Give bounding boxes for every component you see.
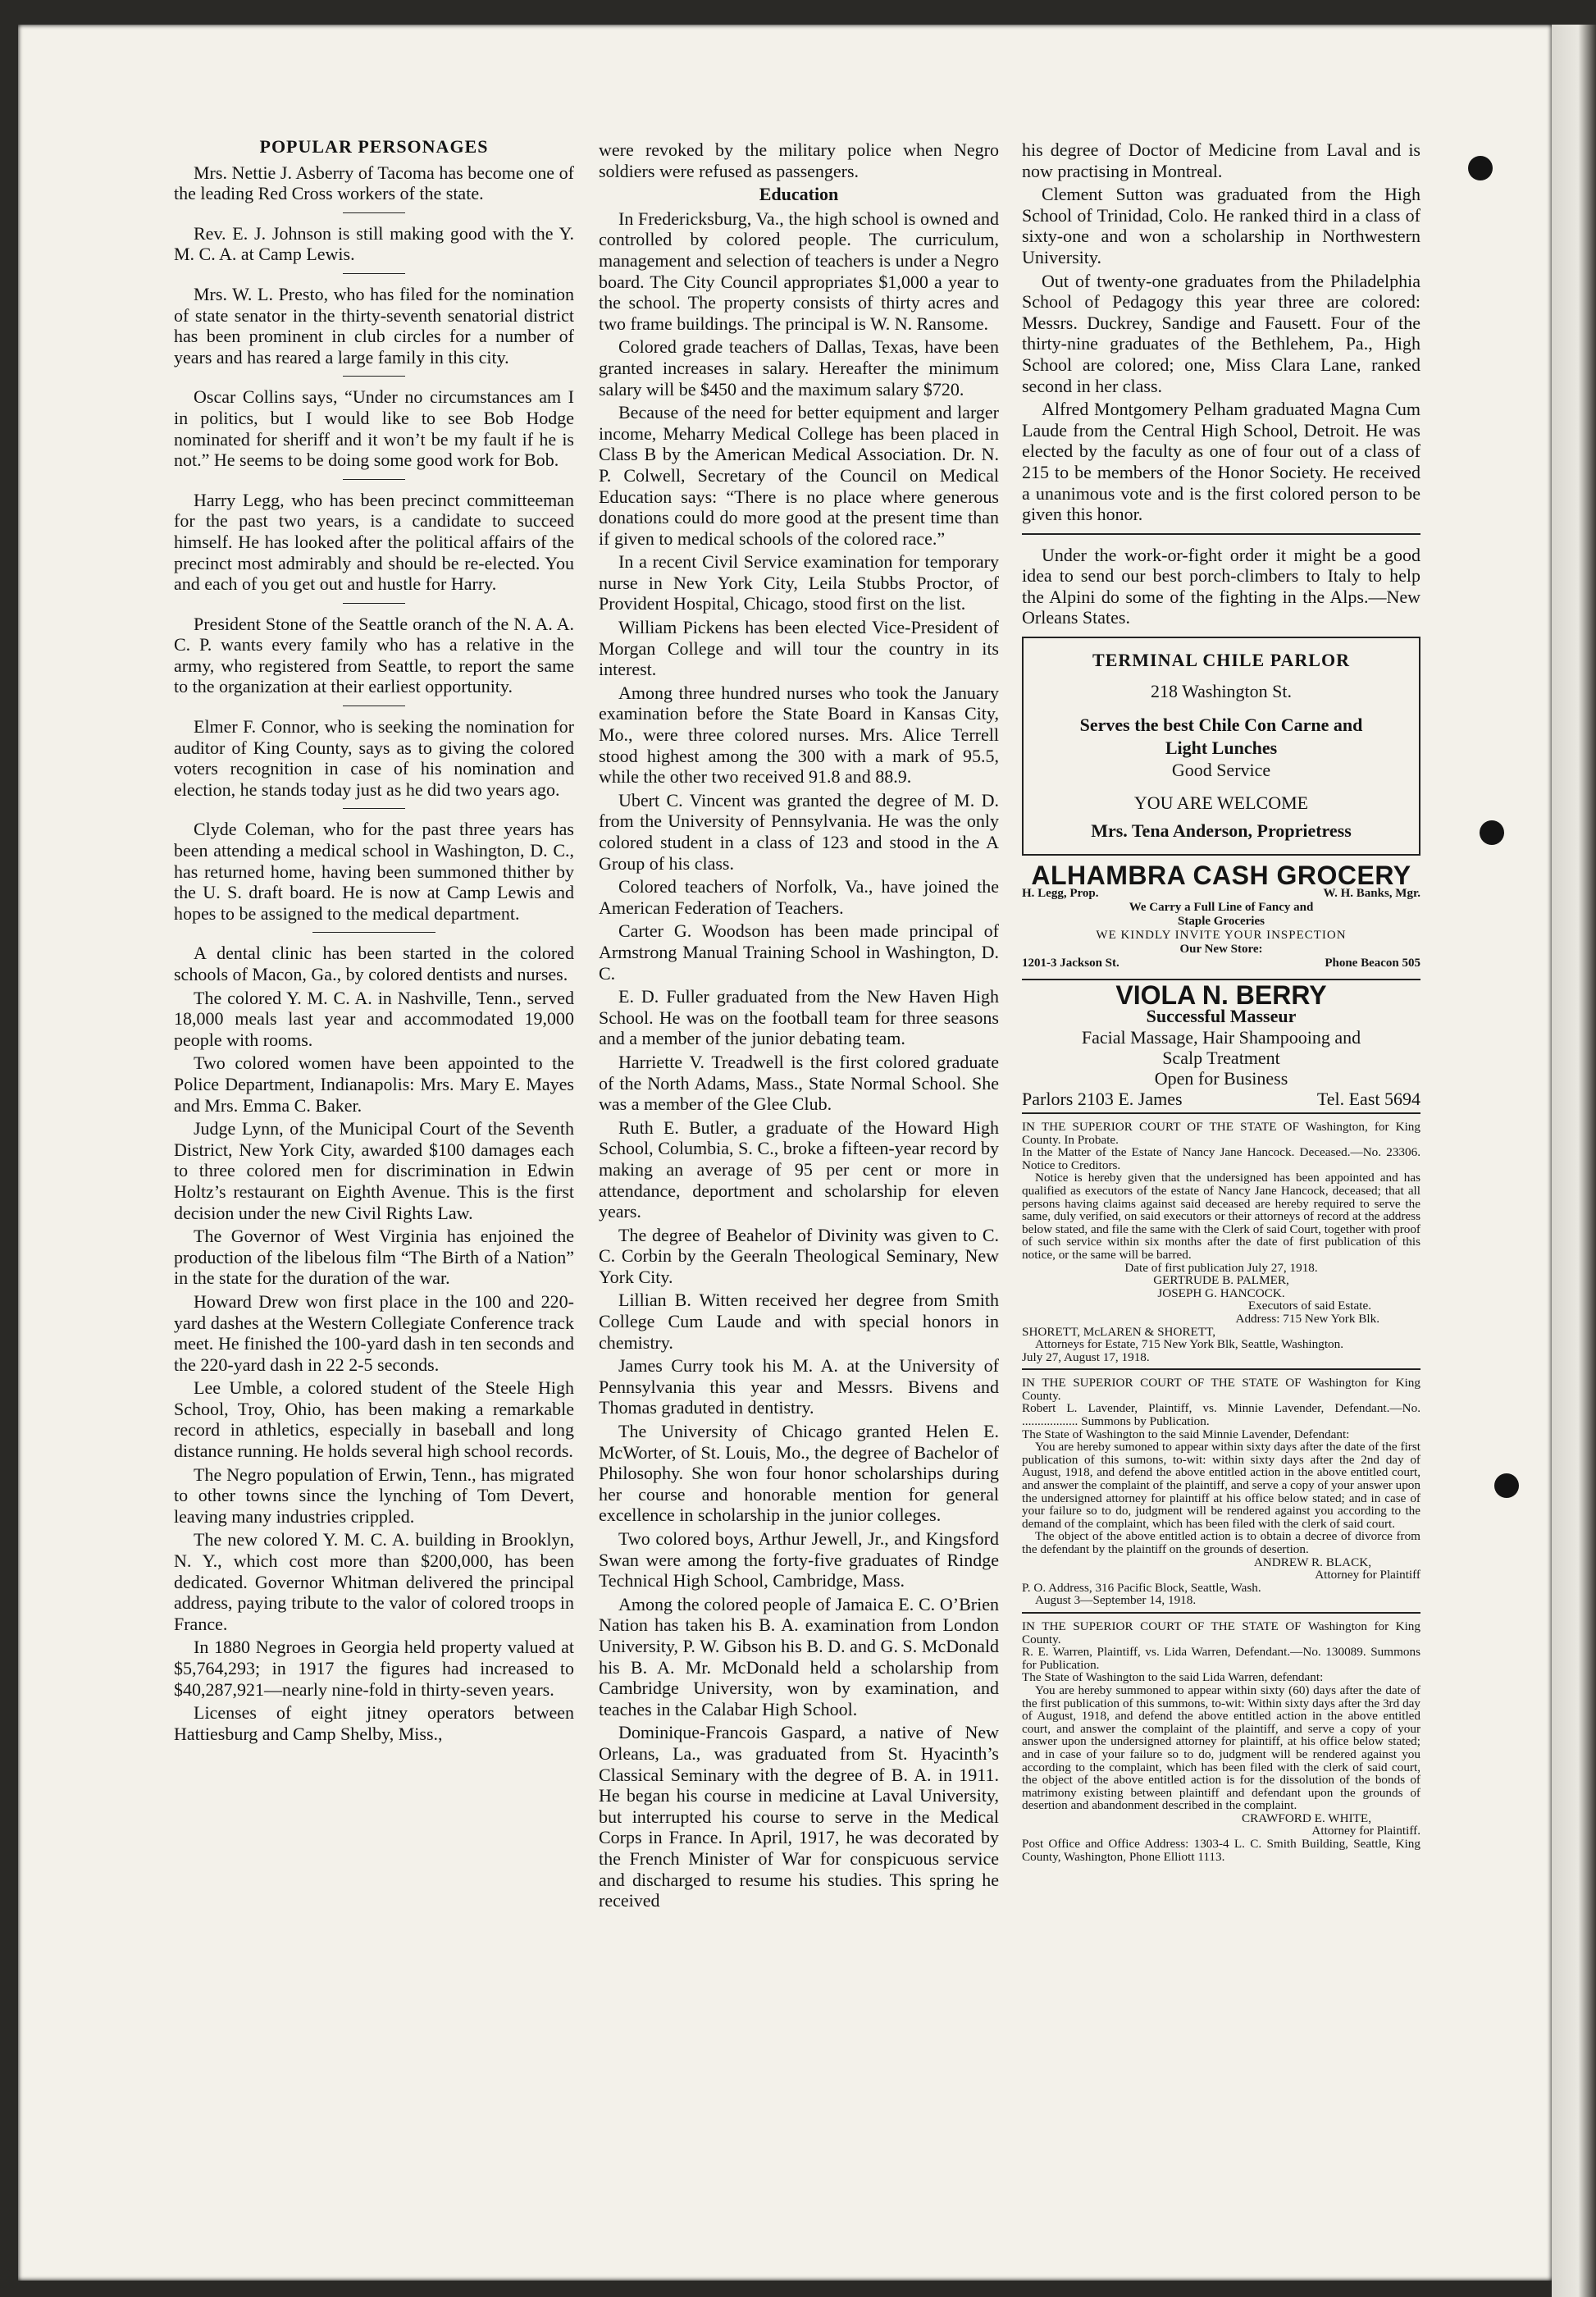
- column-ads-legal: [1022, 139, 1420, 1873]
- news-item: Carter G. Woodson has been made principal of Armstrong Manual Training School in Washington, D. C.: [599, 920, 999, 984]
- legal-line: You are hereby sumoned to appear within sixty days after the date of the first publication of this sumons, to-wit: within sixty days after the 2nd day of August, 1918, and defend the above entitled action in the above entitled court, and answer the complaint of the plaintiff, and serve a copy of your answer upon the undersigned attorney for plaintiff at his office below stated; and in case of your failure so to do, judgment will be rendered against you according to the demand of the complaint, which has been filed with the clerk of said court.: [1022, 1440, 1420, 1531]
- news-item: Mrs. W. L. Presto, who has filed for the nomination of state senator in the thirty-seventh senatorial district has been prominent in club circles for a number of years and has reared a large family in this city.: [174, 283, 574, 368]
- ad-line: Facial Massage, Hair Shampooing and: [1081, 1027, 1361, 1048]
- legal-line: Address: 715 New York Blk.: [1235, 1311, 1379, 1326]
- binding-hole: [1468, 156, 1493, 180]
- legal-notice-warren: [1022, 1620, 1420, 1868]
- news-item: E. D. Fuller graduated from the New Haven High School. He was on the football team for three seasons and a member of the junior debating team.: [599, 986, 999, 1049]
- separator: [343, 603, 405, 604]
- section-heading: Education: [759, 184, 839, 205]
- news-item: President Stone of the Seattle oranch of the N. A. A. C. P. wants every family who has a relative in the army, who registered from Seattle, to report the same to the organization at their earliest opportunity.: [174, 613, 574, 697]
- legal-line: July 27, August 17, 1918.: [1022, 1349, 1150, 1364]
- legal-line: Attorney for Plaintiff.: [1311, 1824, 1420, 1838]
- news-item: Among the colored people of Jamaica E. C. O’Brien Nation has taken his B. A. examination from London University, P. W. Gibson his B. D. and G. S. McDonald his B. A. Mr. McDonald held a scholarship from Cambridge University, won by examination, and teaches in the Calabar High School.: [599, 1593, 999, 1719]
- separator: [343, 212, 405, 213]
- news-item: Lillian B. Witten received her degree from Smith College Cum Laude and with special honors in chemistry.: [599, 1290, 999, 1353]
- news-item-continued: his degree of Doctor of Medicine from Laval and is now practising in Montreal.: [1022, 139, 1420, 181]
- news-item: A dental clinic has been started in the colored schools of Macon, Ga., by colored dentists and nurses.: [174, 943, 574, 984]
- legal-line: Post Office and Office Address: 1303-4 L. C. Smith Building, Seattle, King County, Washington, Phone Elliott 1113.: [1022, 1837, 1420, 1864]
- ad-line: We Carry a Full Line of Fancy and: [1129, 900, 1314, 914]
- news-item: Ubert C. Vincent was granted the degree of M. D. from the University of Pennsylvania. He was the only colored student in a class of 123 and stood in the A Group of his class.: [599, 789, 999, 874]
- ad-title: VIOLA N. BERRY: [1115, 980, 1327, 1010]
- news-item: Clement Sutton was graduated from the High School of Trinidad, Colo. He ranked third in a class of sixty-one and won a scholarship in Northwestern University.: [1022, 184, 1420, 267]
- news-item: Mrs. Nettie J. Asberry of Tacoma has become one of the leading Red Cross workers of the state.: [174, 162, 574, 204]
- separator: [312, 932, 435, 933]
- legal-line: SHORETT, McLAREN & SHORETT,: [1022, 1324, 1216, 1339]
- news-item: Clyde Coleman, who for the past three years has been attending a medical school in Washington, D. C., has returned home, having been summoned thither by the U. S. draft board. He is now at Camp Lewis and hopes to be assigned to the medical department.: [174, 819, 574, 924]
- news-item: Colored teachers of Norfolk, Va., have joined the American Federation of Teachers.: [599, 876, 999, 918]
- separator: [343, 376, 405, 377]
- legal-line: Attorney for Plaintiff: [1315, 1568, 1420, 1582]
- page-edge: [1552, 25, 1596, 2297]
- legal-notice-lavender: [1022, 1377, 1420, 1614]
- separator: [1022, 533, 1420, 535]
- ad-parlors: Parlors 2103 E. James: [1022, 1089, 1183, 1109]
- news-item: Dominique-Francois Gaspard, a native of New Orleans, La., was graduated from St. Hyacinth’s Classical Seminary with the degree of B. A. in 1911. He began his course in medicine at Laval University, but interrupted his course to serve in the Medical Corps in France. In April, 1917, he was decorated by the French Minister of War for conspicuous service and discharged to resume his studies. This spring he received: [599, 1722, 999, 1911]
- legal-line: The object of the above entitled action is to obtain a decree of divorce from the defendant by the plaintiff on the grounds of desertion.: [1022, 1529, 1420, 1556]
- ad-line: Light Lunches: [1165, 737, 1278, 758]
- ad-address: 218 Washington St.: [1150, 680, 1292, 701]
- ad-welcome: YOU ARE WELCOME: [1133, 792, 1309, 814]
- ad-alhambra-cash-grocery: [1022, 862, 1420, 980]
- ad-owner: Mrs. Tena Anderson, Proprietress: [1091, 820, 1352, 841]
- ad-line: Good Service: [1171, 760, 1271, 781]
- ad-contact-row: [1022, 1089, 1420, 1109]
- ad-line: Serves the best Chile Con Carne and: [1079, 715, 1363, 736]
- news-item: Harry Legg, who has been precinct committeeman for the past two years, is a candidate to succeed himself. He has looked after the political affairs of the precinct most admirably and should be re-elected. You and each of you get out and hustle for Harry.: [174, 489, 574, 595]
- news-item: In Fredericksburg, Va., the high school is owned and controlled by colored people. The curriculum, management and selection of teachers is under a Negro board. The City Council appropriates $1,000 a year to the school. The property consists of thirty acres and two frame buildings. The principal is W. N. Ransome.: [599, 208, 999, 334]
- ad-address: 1201-3 Jackson St.: [1022, 956, 1119, 970]
- news-item: Howard Drew won first place in the 100 and 220-yard dashes at the Western Collegiate Conference track meet. He finished the 100-yard dash in ten seconds and the 220-yard dash in 22 2-5 seconds.: [174, 1290, 574, 1375]
- news-item: The colored Y. M. C. A. in Nashville, Tenn., served 18,000 meals last year and accommodated 19,000 people with rooms.: [174, 987, 574, 1050]
- ad-subtitle: Successful Masseur: [1146, 1006, 1297, 1027]
- legal-line: IN THE SUPERIOR COURT OF THE STATE OF Washington, for King County. In Probate.: [1022, 1120, 1420, 1147]
- news-item: In a recent Civil Service examination for temporary nurse in New York City, Leila Stubbs Proctor, of Provident Hospital, Chicago, stood first on the list.: [599, 551, 999, 614]
- legal-line: CRAWFORD E. WHITE,: [1242, 1811, 1371, 1825]
- news-item: The University of Chicago granted Helen E. McWorter, of St. Louis, Mo., the degree of Bachelor of Philosophy. She won four honor scholarships during her course and honorable mention for general excellence in scholarship in the junior colleges.: [599, 1421, 999, 1526]
- news-item: Elmer F. Connor, who is seeking the nomination for auditor of King County, says as to giving the colored voters recognition in case of his nomination and election, he stands today just as he did two years ago.: [174, 716, 574, 800]
- legal-line: ANDREW R. BLACK,: [1253, 1555, 1371, 1569]
- legal-line: IN THE SUPERIOR COURT OF THE STATE OF Washington for King County.: [1022, 1376, 1420, 1403]
- news-item: Licenses of eight jitney operators between Hattiesburg and Camp Shelby, Miss.,: [174, 1702, 574, 1744]
- column-education: [599, 139, 999, 1914]
- news-item: Two colored women have been appointed to the Police Department, Indianapolis: Mrs. Mary E. Mayes and Mrs. Emma C. Baker.: [174, 1053, 574, 1116]
- ad-tel: Tel. East 5694: [1316, 1089, 1420, 1109]
- news-item: The degree of Beahelor of Divinity was given to C. C. Corbin by the Geeraln Theological Seminary, New York City.: [599, 1224, 999, 1287]
- ad-line: Open for Business: [1154, 1068, 1288, 1089]
- news-item: Among three hundred nurses who took the January examination before the State Board in Kansas City, Mo., were three colored nurses. Mrs. Alice Terrell stood highest among the 300 with a mark of 95.5, while the other two received 91.8 and 88.9.: [599, 682, 999, 788]
- legal-notice-hancock: [1022, 1121, 1420, 1370]
- ad-terminal-chile-parlor: [1022, 637, 1420, 856]
- legal-line: JOSEPH G. HANCOCK.: [1157, 1285, 1285, 1300]
- separator: [343, 808, 405, 809]
- legal-line: Executors of said Estate.: [1247, 1299, 1371, 1313]
- news-item: Two colored boys, Arthur Jewell, Jr., and Kingsford Swan were among the forty-five graduates of Rindge Technical High School, Cambridge, Mass.: [599, 1528, 999, 1591]
- legal-line: Date of first publication July 27, 1918.: [1124, 1260, 1318, 1275]
- news-item: William Pickens has been elected Vice-President of Morgan College and will tour the country in its interest.: [599, 617, 999, 680]
- legal-line: You are hereby summoned to appear within sixty (60) days after the date of the first publication of this summons, to-wit: Within sixty days after the 3rd day of August, 1918, and defend the above entitled action in the above entitled court, and answer the complaint of the plaintiff, and serve a copy of your answer upon the undersigned attorney for plaintiff, at his office below stated; and in case of your failure so to do, judgment will be rendered against you according to the complaint, which has been filed with the clerk of said court, the object of the above entitled action is for the dissolution of the bonds of matrimony existing between plaintiff and defendant upon the grounds of desertion and abandonment described in the complaint.: [1022, 1683, 1420, 1813]
- ad-prop: H. Legg, Prop.: [1022, 886, 1099, 900]
- news-item: Because of the need for better equipment and larger income, Meharry Medical College has been placed in Class B by the American Medical Association. Dr. N. P. Colwell, Secretary of the Council on Medical Education says: “There is no place where generous donations could do more good at the present time than if given to medical schools of the colored race.”: [599, 402, 999, 549]
- separator: [343, 273, 405, 274]
- legal-line: IN THE SUPERIOR COURT OF THE STATE OF Washington for King County.: [1022, 1619, 1420, 1646]
- ad-viola-berry: [1022, 980, 1420, 1114]
- news-item: Colored grade teachers of Dallas, Texas, have been granted increases in salary. Hereafter the minimum salary will be $450 and the maximum salary $720.: [599, 336, 999, 400]
- news-item: Out of twenty-one graduates from the Philadelphia School of Pedagogy this year three are colored: Messrs. Duckrey, Sandige and Fausett. Four of the thirty-nine graduates of the Bethlehem, Pa., High School are colored; one, Miss Clara Lane, ranked second in her class.: [1022, 270, 1420, 396]
- news-item-continued: were revoked by the military police when Negro soldiers were refused as passengers.: [599, 139, 999, 181]
- news-item: James Curry took his M. A. at the University of Pennsylvania this year and Messrs. Bivens and Thomas graduted in dentistry.: [599, 1355, 999, 1418]
- ad-title: TERMINAL CHILE PARLOR: [1092, 650, 1350, 671]
- news-item: The Governor of West Virginia has enjoined the production of the libelous film “The Birth of a Nation” in the state for the duration of the war.: [174, 1226, 574, 1289]
- separator: [343, 479, 405, 480]
- legal-line: August 3—September 14, 1918.: [1035, 1593, 1197, 1608]
- news-item: Lee Umble, a colored student of the Steele High School, Troy, Ohio, has been making a remarkable record in athletics, especially in baseball and long distance running. He holds several high school records.: [174, 1377, 574, 1462]
- news-item: Harriette V. Treadwell is the first colored graduate of the North Adams, Mass., State Normal School. She was a member of the Glee Club.: [599, 1051, 999, 1115]
- news-item: Rev. E. J. Johnson is still making good with the Y. M. C. A. at Camp Lewis.: [174, 222, 574, 265]
- legal-line: Robert L. Lavender, Plaintiff, vs. Minnie Lavender, Defendant.—No. .................. Summons by Publication.: [1022, 1401, 1420, 1429]
- legal-line: R. E. Warren, Plaintiff, vs. Lida Warren, Defendant.—No. 130089. Summons for Publication.: [1022, 1645, 1420, 1672]
- ad-contact-row: [1022, 957, 1420, 970]
- binding-hole: [1494, 1473, 1519, 1498]
- news-item: In 1880 Negroes in Georgia held property valued at $5,764,293; in 1917 the figures had increased to $40,287,921—nearly nine-fold in thirty-seven years.: [174, 1637, 574, 1700]
- news-item: Under the work-or-fight order it might be a good idea to send our best porch-climbers to Italy to help the Alpini do some of the fighting in the Alps.—New Orleans States.: [1022, 544, 1420, 628]
- section-heading: POPULAR PERSONAGES: [259, 136, 489, 157]
- news-item: Ruth E. Butler, a graduate of the Howard High School, Columbia, S. C., broke a fifteen-year record by making an average of 95 per cent or more in attendance, deportment and scholarship for eleven years.: [599, 1117, 999, 1222]
- news-item: The Negro population of Erwin, Tenn., has migrated to other towns since the lynching of Tom Devert, leaving many industries crippled.: [174, 1464, 574, 1527]
- column-popular-personages: [174, 133, 574, 1747]
- legal-line: GERTRUDE B. PALMER,: [1153, 1273, 1289, 1288]
- legal-line: The State of Washington to the said Lida Warren, defendant:: [1022, 1670, 1324, 1685]
- ad-mgr: W. H. Banks, Mgr.: [1323, 886, 1420, 900]
- legal-line: Attorneys for Estate, 715 New York Blk, Seattle, Washington.: [1035, 1337, 1344, 1352]
- ad-line: Staple Groceries: [1178, 914, 1265, 928]
- legal-line: The State of Washington to the said Minnie Lavender, Defendant:: [1022, 1427, 1350, 1441]
- news-item: Oscar Collins says, “Under no circumstances am I in politics, but I would like to see Bob Hodge nominated for sheriff and it won’t be my fault if he is not.” He seems to be doing some good work for Bob.: [174, 386, 574, 471]
- legal-line: In the Matter of the Estate of Nancy Jane Hancock. Deceased.—No. 23306. Notice to Creditors.: [1022, 1145, 1420, 1172]
- ad-line: WE KINDLY INVITE YOUR INSPECTION: [1096, 928, 1347, 942]
- ad-title: ALHAMBRA CASH GROCERY: [1031, 861, 1411, 891]
- news-item: Alfred Montgomery Pelham graduated Magna Cum Laude from the Central High School, Detroit. He was elected by the faculty as one of four out of a class of 215 to be members of the Honor Society. He received a unanimous vote and is the first colored person to be given this honor.: [1022, 399, 1420, 525]
- legal-line: Notice is hereby given that the undersigned has been appointed and has qualified as executors of the estate of Nancy Jane Hancock, deceased; that all persons having claims against said deceased are hereby required to serve the same, duly verified, on said executors or their attorneys of record at the address below stated, and file the same with the Clerk of said Court, together with proof of such service within six months after the date of first publication of this notice, or the same will be barred.: [1022, 1171, 1420, 1262]
- news-item: The new colored Y. M. C. A. building in Brooklyn, N. Y., which cost more than $200,000, has been dedicated. Governor Whitman delivered the principal address, paying tribute to the valor of colored troops in France.: [174, 1529, 574, 1634]
- ad-phone: Phone Beacon 505: [1325, 956, 1420, 970]
- legal-line: P. O. Address, 316 Pacific Block, Seattle, Wash.: [1022, 1580, 1261, 1595]
- ad-line: Scalp Treatment: [1162, 1048, 1280, 1068]
- binding-hole: [1480, 820, 1504, 845]
- ad-line: Our New Store:: [1179, 942, 1263, 956]
- news-item: Judge Lynn, of the Municipal Court of the Seventh District, New York City, awarded $100 damages each to three colored men for discrimination in Edwin Holtz’s restaurant on Eighth Avenue. This is the first decision under the new Civil Rights Law.: [174, 1118, 574, 1223]
